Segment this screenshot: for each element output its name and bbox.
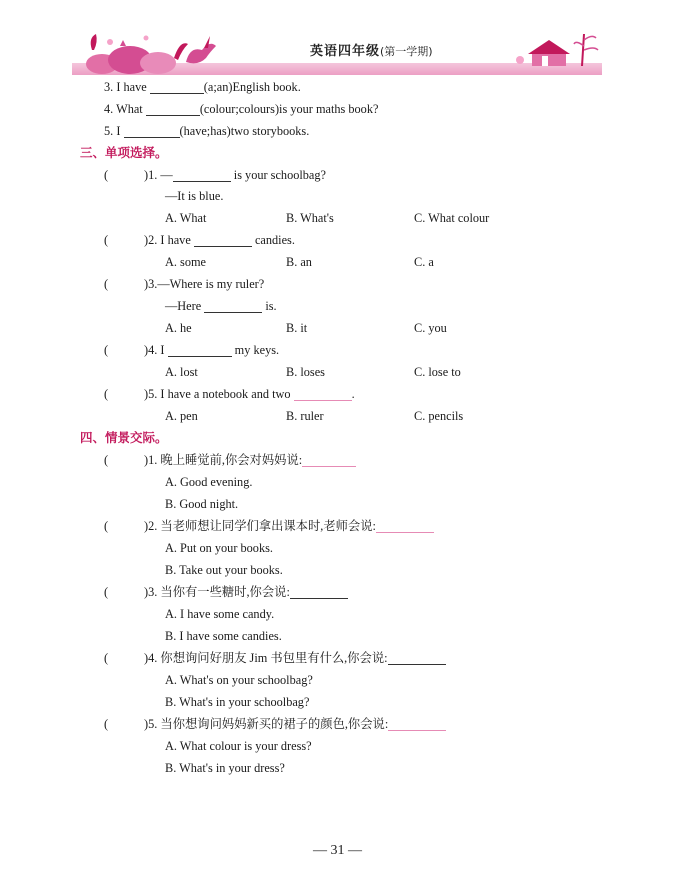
option-c[interactable]: C. a (414, 255, 434, 269)
answer-paren[interactable]: ( (104, 717, 109, 731)
section-3-heading: 三、单项选择。 (80, 145, 168, 160)
option-a[interactable]: A. What colour is your dress? (165, 739, 312, 753)
mc-question-2: )2. I have candies. (144, 233, 295, 247)
answer-paren[interactable]: ( (104, 343, 109, 357)
option-a[interactable]: A. I have some candy. (165, 607, 275, 621)
answer-blank[interactable] (124, 125, 180, 138)
option-b[interactable]: B. it (286, 321, 308, 335)
situation-question-4: )4. 你想询问好朋友 Jim 书包里有什么,你会说: (144, 651, 446, 665)
answer-blank[interactable] (173, 169, 231, 182)
option-a[interactable]: A. pen (165, 409, 198, 423)
answer-blank[interactable] (168, 344, 232, 357)
mc-question-4: )4. I my keys. (144, 343, 280, 357)
answer-blank[interactable] (302, 454, 356, 467)
bird-decoration-icon (180, 32, 220, 72)
mc-question-3-line2: —Here is. (165, 299, 277, 313)
option-b[interactable]: B. Take out your books. (165, 563, 283, 577)
option-a[interactable]: A. What (165, 211, 207, 225)
option-b[interactable]: B. Good night. (165, 497, 239, 511)
mc-question-3: )3.—Where is my ruler? (144, 277, 265, 291)
answer-paren[interactable]: ( (104, 519, 109, 533)
option-a[interactable]: A. lost (165, 365, 198, 379)
option-c[interactable]: C. pencils (414, 409, 464, 423)
option-a[interactable]: A. Good evening. (165, 475, 253, 489)
option-a[interactable]: A. some (165, 255, 206, 269)
situation-question-2: )2. 当老师想让同学们拿出课本时,老师会说: (144, 519, 434, 533)
answer-blank[interactable] (204, 300, 262, 313)
option-b[interactable]: B. What's in your dress? (165, 761, 285, 775)
option-b[interactable]: B. ruler (286, 409, 324, 423)
answer-paren[interactable]: ( (104, 387, 109, 401)
house-tree-decoration-icon (512, 30, 602, 76)
answer-blank[interactable] (376, 520, 434, 533)
situation-question-1: )1. 晚上睡觉前,你会对妈妈说: (144, 453, 356, 467)
option-b[interactable]: B. What's (286, 211, 334, 225)
mc-question-1: )1. — is your schoolbag? (144, 168, 326, 182)
answer-paren[interactable]: ( (104, 233, 109, 247)
mc-question-5: )5. I have a notebook and two . (144, 387, 355, 401)
option-b[interactable]: B. loses (286, 365, 325, 379)
answer-paren[interactable]: ( (104, 585, 109, 599)
header-banner (72, 30, 602, 78)
answer-paren[interactable]: ( (104, 453, 109, 467)
answer-paren[interactable]: ( (104, 651, 109, 665)
answer-blank[interactable] (388, 718, 446, 731)
section-4-heading: 四、情景交际。 (80, 430, 168, 445)
answer-paren[interactable]: ( (104, 277, 109, 291)
option-b[interactable]: B. What's in your schoolbag? (165, 695, 310, 709)
situation-question-5: )5. 当你想询问妈妈新买的裙子的颜色,你会说: (144, 717, 446, 731)
answer-blank[interactable] (194, 234, 252, 247)
answer-blank[interactable] (290, 586, 348, 599)
answer-blank[interactable] (150, 81, 204, 94)
left-decoration-icon (80, 30, 190, 76)
option-c[interactable]: C. What colour (414, 211, 490, 225)
answer-paren[interactable]: ( (104, 168, 109, 182)
option-c[interactable]: C. lose to (414, 365, 461, 379)
situation-question-3: )3. 当你有一些糖时,你会说: (144, 585, 348, 599)
fill-item-4: 4. What (colour;colours)is your maths book? (104, 102, 379, 116)
option-a[interactable]: A. What's on your schoolbag? (165, 673, 313, 687)
answer-blank[interactable] (146, 103, 200, 116)
fill-item-5: 5. I (have;has)two storybooks. (104, 124, 310, 138)
answer-blank[interactable] (388, 652, 446, 665)
page-number: — 31 — (313, 843, 362, 858)
header-title: 英语四年级(第一学期) (310, 44, 433, 59)
option-b[interactable]: B. I have some candies. (165, 629, 282, 643)
option-b[interactable]: B. an (286, 255, 312, 269)
option-a[interactable]: A. he (165, 321, 192, 335)
option-c[interactable]: C. you (414, 321, 447, 335)
fill-item-3: 3. I have (a;an)English book. (104, 80, 301, 94)
mc-question-1-reply: —It is blue. (165, 189, 224, 203)
option-a[interactable]: A. Put on your books. (165, 541, 273, 555)
answer-blank[interactable] (294, 388, 352, 401)
